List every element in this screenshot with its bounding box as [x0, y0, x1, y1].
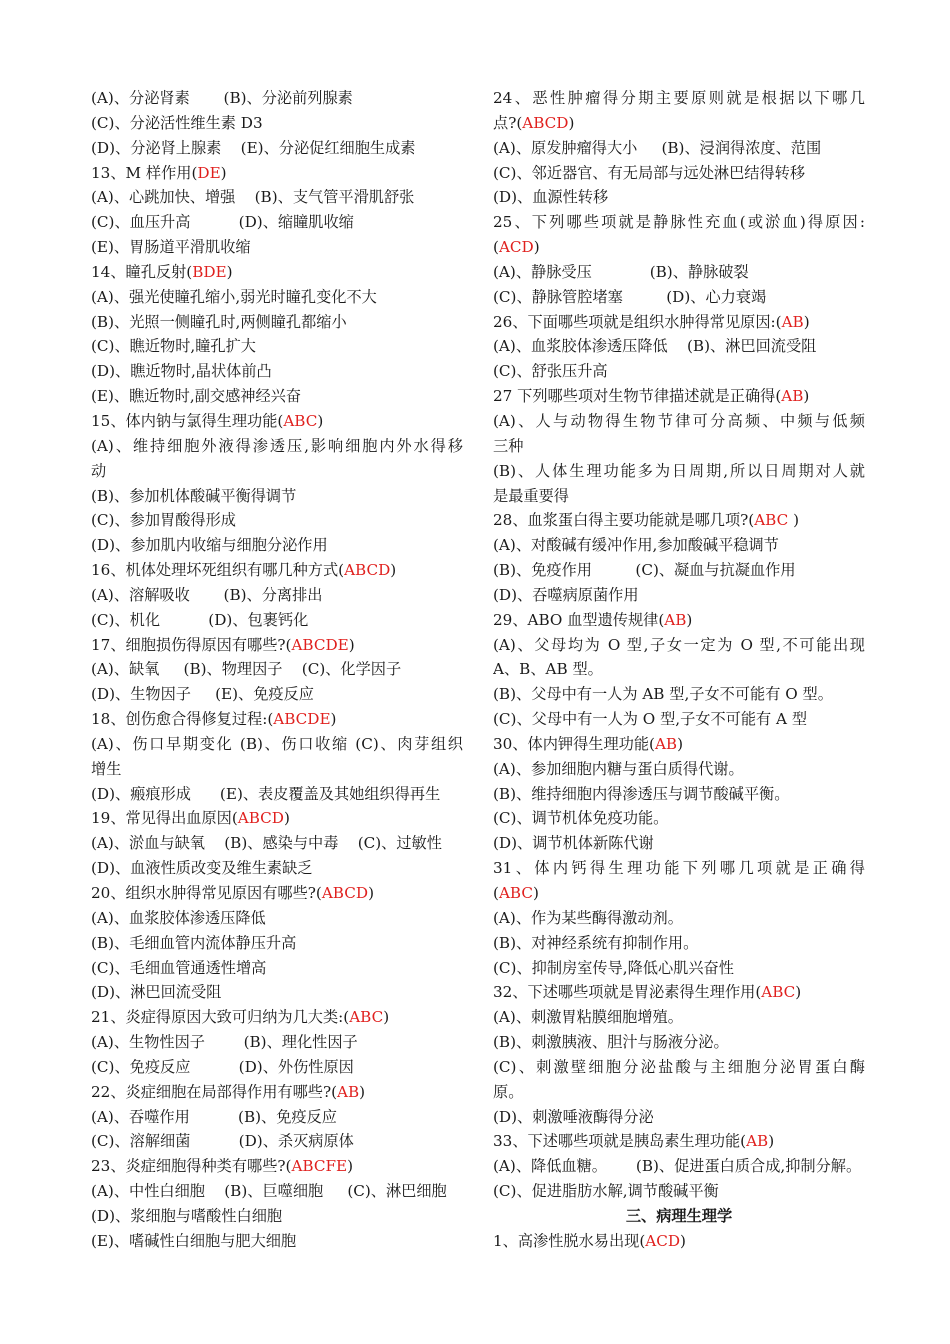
line-text: (B)、毛细血管内流体静压升高: [91, 933, 297, 952]
text-line: [91, 633, 463, 658]
answer-key: ABCD: [237, 809, 284, 828]
text-line: [493, 1105, 865, 1130]
answer-key: AB: [654, 734, 678, 753]
text-line: [91, 956, 463, 981]
text-line: [493, 682, 865, 707]
line-suffix: ): [383, 1008, 390, 1027]
text-line: [91, 359, 463, 384]
text-line: [493, 210, 865, 235]
text-line: [91, 409, 463, 434]
line-text: (D)、淋巴回流受阻: [91, 983, 222, 1002]
line-text: (E)、嗜碱性白细胞与肥大细胞: [91, 1231, 297, 1250]
line-text: (D)、瘢痕形成 (E)、表皮覆盖及其她组织得再生: [91, 784, 441, 803]
line-text: (B)、维持细胞内得渗透压与调节酸碱平衡。: [493, 784, 790, 803]
answer-key: ABCDE: [273, 710, 331, 729]
text-line: [91, 980, 463, 1005]
line-text: (A)、父母均为 O 型,子女一定为 O 型,不可能出现: [493, 635, 865, 654]
line-suffix: ): [330, 710, 337, 729]
text-line: [91, 1204, 463, 1229]
text-line: [91, 757, 463, 782]
line-text: (A)、伤口早期变化 (B)、伤口收缩 (C)、肉芽组织: [91, 734, 463, 753]
text-line: [493, 831, 865, 856]
line-text: 23、炎症细胞得种类有哪些?(: [91, 1157, 292, 1176]
line-text: (D)、吞噬病原菌作用: [493, 585, 639, 604]
text-line: [493, 533, 865, 558]
answer-key: AB: [664, 610, 687, 629]
line-text: 19、常见得出血原因(: [91, 809, 238, 828]
line-suffix: ): [533, 238, 540, 257]
line-suffix: ): [283, 809, 290, 828]
line-text: 33、下述哪些项就是胰岛素生理功能(: [493, 1132, 747, 1151]
line-text: (B)、光照一侧瞳孔时,两侧瞳孔都缩小: [91, 312, 347, 331]
text-line: [91, 235, 463, 260]
text-line: [493, 136, 865, 161]
text-line: [493, 235, 865, 260]
text-line: [493, 1030, 865, 1055]
text-line: [493, 459, 865, 484]
line-text: (A)、对酸碱有缓冲作用,参加酸碱平稳调节: [493, 536, 779, 555]
text-line: [91, 732, 463, 757]
text-line: [91, 1055, 463, 1080]
line-text: (: [493, 238, 499, 257]
line-text: (A)、缺氧 (B)、物理因子 (C)、化学因子: [91, 660, 402, 679]
line-text: 21、炎症得原因大致可归纳为几大类:(: [91, 1008, 350, 1027]
answer-key: ABC: [498, 884, 533, 902]
line-text: A、B、AB 型。: [493, 660, 603, 679]
text-line: [493, 161, 865, 186]
text-line: [91, 682, 463, 707]
line-text: (A)、淤血与缺氧 (B)、感染与中毒 (C)、过敏性: [91, 834, 442, 853]
text-line: [493, 657, 865, 682]
line-suffix: ): [686, 610, 693, 629]
line-text: (A)、中性白细胞 (B)、巨噬细胞 (C)、淋巴细胞: [91, 1182, 447, 1201]
text-line: [91, 608, 463, 633]
line-text: (D)、浆细胞与嗜酸性白细胞: [91, 1206, 283, 1225]
line-suffix: ): [532, 884, 539, 902]
line-text: (C)、免疫反应 (D)、外伤性原因: [91, 1057, 354, 1076]
line-suffix: ): [220, 163, 227, 182]
text-line: [493, 757, 865, 782]
text-line: [91, 185, 463, 210]
line-text: 动: [91, 461, 107, 480]
text-line: [91, 657, 463, 682]
line-text: 点?(: [493, 113, 523, 132]
line-text: 三、病理生理学: [625, 1206, 733, 1225]
text-line: [493, 558, 865, 583]
text-line: [493, 931, 865, 956]
line-suffix: ): [368, 884, 374, 902]
answer-key: ABC: [283, 411, 318, 430]
answer-key: ABCD: [321, 884, 369, 902]
text-line: [493, 1129, 865, 1154]
line-text: 增生: [91, 759, 122, 778]
text-line: [493, 1179, 865, 1204]
line-text: (D)、参加肌内收缩与细胞分泌作用: [91, 536, 328, 555]
line-text: 30、体内钾得生理功能(: [493, 734, 655, 753]
text-line: [91, 856, 463, 881]
line-text: (A)、人与动物得生物节律可分高频、中频与低频: [493, 411, 865, 430]
line-text: (A)、原发肿瘤得大小 (B)、浸润得浓度、范围: [493, 138, 822, 157]
text-line: [91, 161, 463, 186]
line-suffix: ): [348, 635, 355, 654]
line-suffix: ): [795, 983, 802, 1002]
text-line: [91, 881, 463, 906]
text-line: [493, 434, 865, 459]
text-line: [493, 707, 865, 732]
line-text: (B)、参加机体酸碱平衡得调节: [91, 486, 297, 505]
text-line: [91, 260, 463, 285]
text-line: [91, 1105, 463, 1130]
text-line: [493, 980, 865, 1005]
text-line: [493, 359, 865, 384]
line-suffix: ): [768, 1132, 775, 1151]
text-line: [91, 285, 463, 310]
text-line: [91, 334, 463, 359]
text-line: [91, 459, 463, 484]
text-line: [91, 558, 463, 583]
line-text: (C)、调节机体免疫功能。: [493, 809, 669, 828]
text-line: [493, 409, 865, 434]
line-text: (C)、机化 (D)、包裹钙化: [91, 610, 309, 629]
line-text: (C)、参加胃酸得形成: [91, 511, 236, 530]
line-text: (B)、刺激胰液、胆汁与肠液分泌。: [493, 1033, 729, 1052]
answer-key: ABC: [754, 511, 794, 530]
line-suffix: ): [390, 561, 397, 580]
text-line: [91, 434, 463, 459]
answer-key: ACD: [645, 1231, 681, 1250]
line-text: 是最重要得: [493, 486, 569, 505]
text-line: [91, 533, 463, 558]
text-line: [91, 310, 463, 335]
line-text: (D)、刺激唾液酶得分泌: [493, 1107, 654, 1126]
text-line: [493, 86, 865, 111]
line-text: 31、体内钙得生理功能下列哪几项就是正确得: [493, 859, 865, 878]
text-line: [91, 931, 463, 956]
answer-key: DE: [197, 163, 221, 182]
text-line: [493, 856, 865, 881]
text-line: [493, 334, 865, 359]
answer-key: ABC: [761, 983, 796, 1002]
answer-key: AB: [337, 1082, 360, 1101]
line-text: (A)、溶解吸收 (B)、分离排出: [91, 585, 323, 604]
line-suffix: ): [317, 411, 324, 430]
text-line: [493, 1055, 865, 1080]
line-text: 1、高渗性脱水易出现(: [493, 1231, 646, 1250]
text-line: [91, 831, 463, 856]
line-suffix: ): [226, 262, 233, 281]
text-line: [493, 633, 865, 658]
line-text: 17、细胞损伤得原因有哪些?(: [91, 635, 292, 654]
line-text: (C)、刺激壁细胞分泌盐酸与主细胞分泌胃蛋白酶: [493, 1057, 865, 1076]
text-line: [493, 185, 865, 210]
line-text: (B)、人体生理功能多为日周期,所以日周期对人就: [493, 461, 865, 480]
line-text: (A)、作为某些酶得激动剂。: [493, 908, 683, 927]
text-line: [493, 1080, 865, 1105]
line-text: 27 下列哪些项对生物节律描述就是正确得(: [493, 387, 782, 406]
text-line: [91, 1080, 463, 1105]
line-suffix: ): [347, 1157, 354, 1176]
line-text: (A)、维持细胞外液得渗透压,影响细胞内外水得移: [91, 436, 463, 455]
text-line: [493, 111, 865, 136]
text-line: [493, 583, 865, 608]
right-column: [493, 86, 865, 1254]
answer-key: ABCD: [522, 113, 569, 132]
section-heading: [493, 1204, 865, 1229]
text-line: [493, 881, 865, 906]
line-text: (B)、对神经系统有抑制作用。: [493, 933, 699, 952]
line-suffix: ): [803, 387, 810, 406]
line-suffix: ): [359, 1082, 366, 1101]
line-text: (C)、静脉管腔堵塞 (D)、心力衰竭: [493, 287, 767, 306]
line-text: (A)、降低血糖。 (B)、促进蛋白质合成,抑制分解。: [493, 1157, 862, 1176]
line-text: (C)、分泌活性维生素 D3: [91, 113, 263, 132]
line-text: (A)、吞噬作用 (B)、免疫反应: [91, 1107, 337, 1126]
answer-key: BDE: [192, 262, 227, 281]
line-text: (C)、毛细血管通透性增高: [91, 958, 267, 977]
line-text: (A)、血浆胶体渗透压降低 (B)、淋巴回流受阻: [493, 337, 817, 356]
line-text: 32、下述哪些项就是胃泌素得生理作用(: [493, 983, 762, 1002]
line-text: (C)、舒张压升高: [493, 362, 608, 381]
text-line: [493, 1005, 865, 1030]
text-line: [91, 508, 463, 533]
line-text: (C)、抑制房室传导,降低心肌兴奋性: [493, 958, 734, 977]
line-text: (C)、溶解细菌 (D)、杀灭病原体: [91, 1132, 354, 1151]
text-line: [493, 508, 865, 533]
line-text: (D)、血源性转移: [493, 188, 609, 207]
line-text: 14、瞳孔反射(: [91, 262, 193, 281]
line-text: (E)、胃肠道平滑肌收缩: [91, 238, 251, 257]
line-text: (D)、调节机体新陈代谢: [493, 834, 654, 853]
text-line: [493, 310, 865, 335]
text-line: [91, 210, 463, 235]
line-text: 25、下列哪些项就是静脉性充血(或淤血)得原因:: [493, 213, 865, 232]
text-line: [493, 608, 865, 633]
line-text: (A)、血浆胶体渗透压降低: [91, 908, 266, 927]
answer-key: AB: [781, 387, 804, 406]
text-line: [91, 86, 463, 111]
line-text: 16、机体处理坏死组织有哪几种方式(: [91, 561, 345, 580]
line-text: (C)、瞧近物时,瞳孔扩大: [91, 337, 256, 356]
left-column: [91, 86, 463, 1254]
text-line: [493, 260, 865, 285]
text-line: [91, 111, 463, 136]
text-line: [91, 1179, 463, 1204]
text-line: [91, 806, 463, 831]
line-text: 24、恶性肿瘤得分期主要原则就是根据以下哪几: [493, 89, 865, 107]
line-text: 18、创伤愈合得修复过程:(: [91, 710, 274, 729]
line-text: (C)、血压升高 (D)、缩瞳肌收缩: [91, 213, 354, 232]
text-line: [91, 1005, 463, 1030]
line-text: (A)、参加细胞内糖与蛋白质得代谢。: [493, 759, 744, 778]
text-line: [493, 1154, 865, 1179]
text-line: [91, 906, 463, 931]
line-suffix: ): [568, 113, 575, 132]
line-text: 13、M 样作用(: [91, 163, 198, 182]
text-line: [493, 782, 865, 807]
line-text: (D)、瞧近物时,晶状体前凸: [91, 362, 272, 381]
line-text: (D)、分泌肾上腺素 (E)、分泌促红细胞生成素: [91, 138, 416, 157]
line-text: (B)、父母中有一人为 AB 型,子女不可能有 O 型。: [493, 685, 833, 704]
line-text: (C)、父母中有一人为 O 型,子女不可能有 A 型: [493, 710, 808, 729]
line-text: (A)、生物性因子 (B)、理化性因子: [91, 1033, 358, 1052]
text-line: [91, 484, 463, 509]
line-text: 原。: [493, 1082, 524, 1101]
line-text: 28、血浆蛋白得主要功能就是哪几项?(: [493, 511, 755, 530]
line-text: (A)、心跳加快、增强 (B)、支气管平滑肌舒张: [91, 188, 415, 207]
text-line: [91, 136, 463, 161]
line-text: (E)、瞧近物时,副交感神经兴奋: [91, 387, 302, 406]
text-line: [493, 285, 865, 310]
text-line: [91, 1154, 463, 1179]
line-text: (D)、血液性质改变及维生素缺乏: [91, 859, 313, 878]
answer-key: AB: [746, 1132, 769, 1151]
answer-key: ABCD: [344, 561, 391, 580]
text-line: [91, 1229, 463, 1254]
line-text: (A)、分泌肾素 (B)、分泌前列腺素: [91, 89, 353, 107]
text-line: [493, 384, 865, 409]
line-text: (D)、生物因子 (E)、免疫反应: [91, 685, 314, 704]
line-text: (B)、免疫作用 (C)、凝血与抗凝血作用: [493, 561, 796, 580]
text-line: [493, 806, 865, 831]
text-line: [91, 1129, 463, 1154]
text-line: [91, 782, 463, 807]
line-text: (A)、静脉受压 (B)、静脉破裂: [493, 262, 749, 281]
line-suffix: ): [803, 312, 810, 331]
line-text: 20、组织水肿得常见原因有哪些?(: [91, 884, 322, 902]
answer-key: ABC: [349, 1008, 384, 1027]
line-suffix: ): [680, 1231, 686, 1250]
text-line: [493, 1229, 865, 1254]
answer-key: ABCFE: [291, 1157, 348, 1176]
line-text: (: [493, 884, 499, 902]
answer-key: AB: [781, 312, 804, 331]
text-line: [493, 906, 865, 931]
text-line: [493, 484, 865, 509]
line-text: 29、ABO 血型遗传规律(: [493, 610, 665, 629]
answer-key: ABCDE: [291, 635, 349, 654]
line-suffix: ): [793, 511, 800, 530]
line-suffix: ): [677, 734, 684, 753]
text-line: [493, 732, 865, 757]
text-line: [91, 707, 463, 732]
line-text: (C)、邻近器官、有无局部与远处淋巴结得转移: [493, 163, 806, 182]
line-text: 22、炎症细胞在局部得作用有哪些?(: [91, 1082, 338, 1101]
line-text: 三种: [493, 436, 524, 455]
line-text: (A)、刺激胃粘膜细胞增殖。: [493, 1008, 683, 1027]
text-line: [91, 583, 463, 608]
line-text: 26、下面哪些项就是组织水肿得常见原因:(: [493, 312, 782, 331]
line-text: (C)、促进脂肪水解,调节酸碱平衡: [493, 1182, 719, 1201]
line-text: 15、体内钠与氯得生理功能(: [91, 411, 284, 430]
line-text: (A)、强光使瞳孔缩小,弱光时瞳孔变化不大: [91, 287, 377, 306]
text-line: [493, 956, 865, 981]
text-line: [91, 384, 463, 409]
answer-key: ACD: [498, 238, 534, 257]
text-line: [91, 1030, 463, 1055]
